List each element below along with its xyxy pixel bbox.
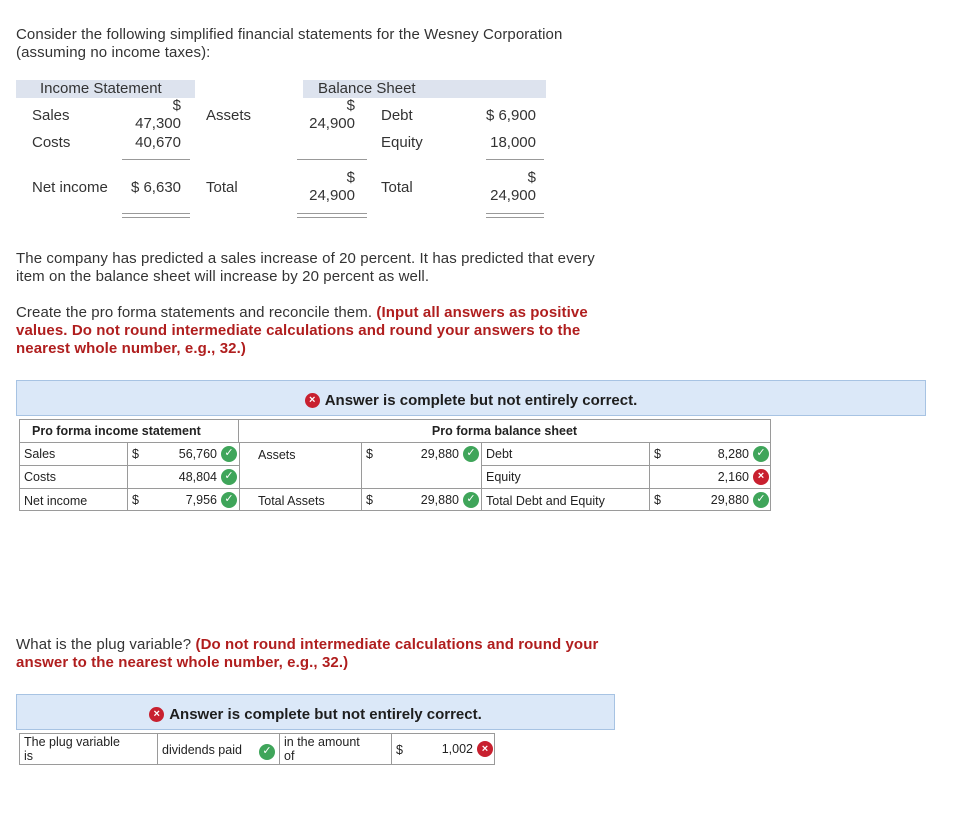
net-income-value: $ 6,630 <box>130 179 181 196</box>
pf-costs-answer[interactable] <box>147 465 237 488</box>
sales-label: Sales <box>32 107 70 124</box>
prediction-line-1: The company has predicted a sales increase of 20 percent. It has predicted that every <box>16 250 595 267</box>
plug-question <box>16 636 656 672</box>
incorrect-icon: × <box>753 469 769 485</box>
pf-costs-label: Costs <box>19 465 127 488</box>
assets-label: Assets <box>206 107 252 124</box>
pf-assets-label: Assets <box>239 442 361 465</box>
pf-debt-answer[interactable] <box>669 442 769 465</box>
rule <box>122 159 190 160</box>
plug-amount-dollar: $ <box>391 733 495 765</box>
answer-status-banner-2 <box>16 694 615 730</box>
rule <box>122 213 190 214</box>
pro-forma-income-header: Pro forma income statement <box>19 419 239 442</box>
equity-label: Equity <box>381 134 423 151</box>
pf-total-assets-value: 29,880 <box>420 492 459 507</box>
rule <box>122 217 190 218</box>
rule <box>297 217 367 218</box>
plug-amount-label-cell <box>279 733 391 765</box>
pro-forma-balance-header: Pro forma balance sheet <box>239 419 771 442</box>
plug-amount-label-2: of <box>284 749 295 763</box>
assets-value: 24,900 <box>309 115 355 132</box>
pf-net-income-dollar: $ <box>127 488 239 511</box>
net-income-label: Net income <box>32 179 108 196</box>
instruction-plain: Create the pro forma statements and reconcile them. <box>16 304 377 321</box>
pf-net-income-value: 7,956 <box>185 492 217 507</box>
costs-label: Costs <box>32 134 71 151</box>
intro-line-2: (assuming no income taxes): <box>16 44 211 61</box>
banner-text-2: Answer is complete but not entirely correct. <box>169 705 482 723</box>
instruction-red-3: nearest whole number, e.g., 32.) <box>16 340 246 357</box>
pf-sales-label: Sales <box>19 442 127 465</box>
pf-debt-label: Debt <box>481 442 649 465</box>
instruction-red-1: (Input all answers as positive <box>376 304 588 321</box>
pf-sales-answer[interactable] <box>147 442 237 465</box>
prediction-line-2: item on the balance sheet will increase by 20 percent as well. <box>16 268 430 285</box>
assets-dollar: $ <box>346 97 355 114</box>
correct-icon: ✓ <box>221 492 237 508</box>
income-statement-title: Income Statement <box>40 80 162 97</box>
pf-total-de-label: Total Debt and Equity <box>481 488 649 511</box>
correct-icon: ✓ <box>753 446 769 462</box>
pf-net-income-answer[interactable] <box>147 488 237 511</box>
plug-table <box>19 733 495 765</box>
banner-text: Answer is complete but not entirely correct. <box>324 391 638 409</box>
plug-question-red-1: (Do not round intermediate calculations and round your <box>195 636 599 653</box>
pro-forma-table <box>19 419 771 511</box>
pf-sales-dollar: $ <box>127 442 239 465</box>
total-right-label: Total <box>381 179 413 196</box>
pf-empty-cell <box>361 465 481 488</box>
plug-selection: dividends paid <box>162 743 242 757</box>
pf-sales-value: 56,760 <box>178 446 217 461</box>
correct-icon: ✓ <box>221 446 237 462</box>
pf-total-assets-label: Total Assets <box>239 488 361 511</box>
correct-icon: ✓ <box>463 492 479 508</box>
costs-value: 40,670 <box>135 134 181 151</box>
answer-status-banner <box>16 380 926 416</box>
sales-dollar: $ <box>172 97 181 114</box>
plug-amount-answer[interactable] <box>411 733 493 765</box>
pf-total-assets-dollar: $ <box>361 488 481 511</box>
plug-label-cell <box>19 733 157 765</box>
incorrect-icon: × <box>477 741 493 757</box>
instruction-paragraph <box>16 304 656 358</box>
balance-sheet-title: Balance Sheet <box>318 80 416 97</box>
rule <box>297 159 367 160</box>
plug-question-red-2: answer to the nearest whole number, e.g., 32.) <box>16 654 349 671</box>
pf-equity-value: 2,160 <box>717 469 749 484</box>
incorrect-icon: × <box>149 707 164 722</box>
debt-label: Debt <box>381 107 413 124</box>
intro-paragraph <box>16 26 656 62</box>
pf-total-de-dollar: $ <box>649 488 771 511</box>
pf-net-income-label: Net income <box>19 488 127 511</box>
debt-value: $ 6,900 <box>485 107 536 124</box>
plug-selection-check <box>259 741 275 760</box>
pf-equity-label: Equity <box>481 465 649 488</box>
correct-icon: ✓ <box>753 492 769 508</box>
equity-value: 18,000 <box>490 134 536 151</box>
pf-assets-answer[interactable] <box>381 442 479 465</box>
total-right-dollar: $ <box>527 169 536 186</box>
pf-debt-value: 8,280 <box>717 446 749 461</box>
total-right-value: 24,900 <box>490 187 536 204</box>
correct-icon: ✓ <box>221 469 237 485</box>
rule <box>486 217 544 218</box>
plug-label-1: The plug variable <box>24 735 120 749</box>
total-assets-label: Total <box>206 179 238 196</box>
correct-icon: ✓ <box>259 744 275 760</box>
rule <box>486 159 544 160</box>
pf-assets-dollar: $ <box>361 442 481 465</box>
plug-label-2: is <box>24 749 34 763</box>
pf-empty-cell <box>239 465 361 488</box>
pf-debt-dollar: $ <box>649 442 771 465</box>
plug-amount-value: 1,002 <box>441 742 473 756</box>
instruction-red-2: values. Do not round intermediate calculations and round your answers to the <box>16 322 581 339</box>
rule <box>297 213 367 214</box>
pf-total-de-value: 29,880 <box>710 492 749 507</box>
rule <box>486 213 544 214</box>
sales-value: 47,300 <box>135 115 181 132</box>
incorrect-icon: × <box>305 393 320 408</box>
plug-question-plain: What is the plug variable? <box>16 636 196 653</box>
total-assets-dollar: $ <box>346 169 355 186</box>
correct-icon: ✓ <box>463 446 479 462</box>
plug-amount-label-1: in the amount <box>284 735 360 749</box>
original-statements <box>16 80 546 230</box>
prediction-paragraph <box>16 250 656 286</box>
pf-costs-value: 48,804 <box>178 469 217 484</box>
pf-assets-value: 29,880 <box>420 446 459 461</box>
pf-equity-answer[interactable] <box>669 465 769 488</box>
total-assets-value: 24,900 <box>309 187 355 204</box>
pf-total-de-answer[interactable] <box>669 488 769 511</box>
intro-line-1: Consider the following simplified financial statements for the Wesney Corporation <box>16 26 563 43</box>
pf-total-assets-answer[interactable] <box>381 488 479 511</box>
